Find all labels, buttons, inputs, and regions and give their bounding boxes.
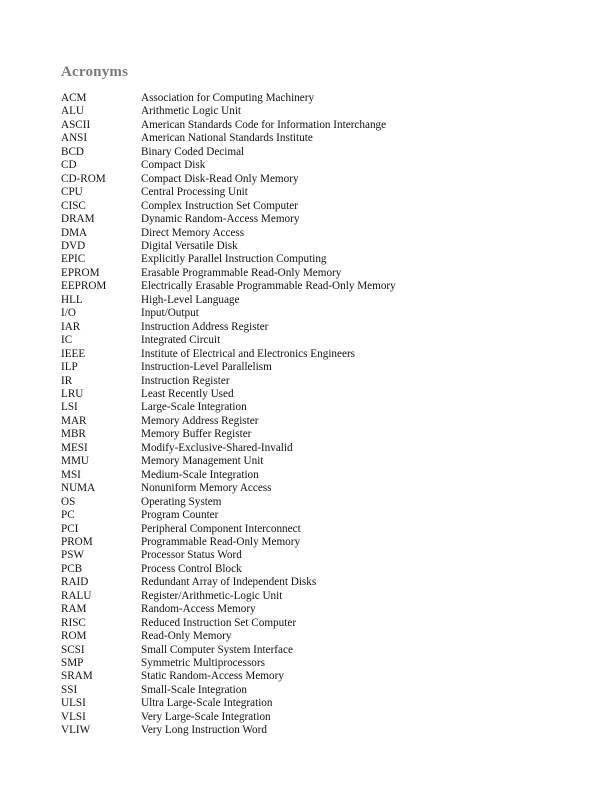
acronym-term: ALU — [61, 105, 84, 118]
list-item — [61, 697, 581, 710]
acronym-definition: Small-Scale Integration — [141, 683, 247, 696]
list-item — [61, 321, 581, 334]
acronym-definition: Association for Computing Machinery — [141, 92, 315, 104]
acronym-definition: Small Computer System Interface — [141, 643, 293, 656]
page-title: Acronyms — [61, 64, 129, 80]
acronym-definition: Very Large-Scale Integration — [141, 710, 271, 723]
acronym-definition: Symmetric Multiprocessors — [141, 657, 265, 670]
list-item — [61, 657, 581, 670]
list-item — [61, 132, 581, 145]
acronym-term: MESI — [61, 441, 88, 454]
acronym-term: LSI — [61, 401, 78, 414]
acronym-term: RAID — [61, 576, 89, 589]
list-item — [61, 267, 581, 280]
acronym-definition: American National Standards Institute — [141, 132, 313, 145]
list-item — [61, 415, 581, 428]
list-item — [61, 307, 581, 320]
acronym-term: VLIW — [61, 724, 91, 737]
acronym-term: I/O — [61, 307, 76, 320]
acronym-definition: Instruction Address Register — [141, 320, 269, 333]
acronym-definition: Complex Instruction Set Computer — [141, 199, 298, 212]
acronym-definition: Large-Scale Integration — [141, 401, 247, 414]
list-item — [61, 213, 581, 226]
list-item — [61, 482, 581, 495]
list-item — [61, 105, 581, 118]
acronym-term: EPROM — [61, 266, 100, 279]
acronym-definition: Reduced Instruction Set Computer — [141, 616, 297, 629]
acronym-definition: Binary Coded Decimal — [141, 145, 245, 158]
list-item — [61, 159, 581, 172]
acronym-term: RALU — [61, 589, 92, 602]
list-item — [61, 375, 581, 388]
acronym-definition: Programmable Read-Only Memory — [141, 535, 301, 548]
list-item — [61, 442, 581, 455]
acronym-definition: Electrically Erasable Programmable Read-Only Memory — [141, 280, 396, 293]
acronym-term: SMP — [61, 657, 84, 670]
acronym-definition: Dynamic Random-Access Memory — [141, 213, 300, 226]
acronym-term: PROM — [61, 535, 93, 548]
acronym-term: RAM — [61, 603, 87, 616]
acronym-term: MAR — [61, 414, 87, 427]
acronym-definition: Memory Management Unit — [141, 455, 264, 468]
list-item — [61, 469, 581, 482]
list-item — [61, 119, 581, 132]
list-item — [61, 240, 581, 253]
acronym-term: MBR — [61, 428, 86, 441]
acronym-term: ROM — [61, 630, 87, 643]
acronym-term: OS — [61, 495, 76, 508]
acronym-definition: Processor Status Word — [141, 549, 242, 562]
acronym-definition: Least Recently Used — [141, 387, 234, 400]
list-item — [61, 294, 581, 307]
list-item — [61, 536, 581, 549]
list-item — [61, 523, 581, 536]
acronym-definition: Program Counter — [141, 509, 219, 522]
list-item — [61, 644, 581, 657]
acronym-term: SCSI — [61, 643, 85, 656]
acronym-term: IC — [61, 334, 73, 347]
acronym-definition: Process Control Block — [141, 562, 242, 575]
acronym-term: DMA — [61, 226, 88, 239]
acronym-term: ULSI — [61, 697, 86, 710]
acronym-definition: Integrated Circuit — [141, 334, 221, 347]
acronym-term: PSW — [61, 549, 85, 562]
acronym-term: PC — [61, 509, 75, 522]
list-item — [61, 630, 581, 643]
acronym-term: IEEE — [61, 347, 86, 360]
acronym-definition: Ultra Large-Scale Integration — [141, 697, 273, 710]
acronym-term: PCB — [61, 562, 83, 575]
acronym-term: IAR — [61, 320, 81, 333]
acronym-term: MSI — [61, 468, 81, 481]
list-item — [61, 603, 581, 616]
list-item — [61, 146, 581, 159]
acronym-definition: Operating System — [141, 495, 222, 508]
acronym-term: BCD — [61, 145, 85, 158]
acronym-term: NUMA — [61, 482, 96, 495]
acronym-definition: High-Level Language — [141, 293, 240, 306]
list-item — [61, 509, 581, 522]
acronym-term: HLL — [61, 293, 83, 306]
acronym-term: EPIC — [61, 253, 86, 266]
acronym-term: RISC — [61, 616, 86, 629]
acronym-term: CPU — [61, 186, 83, 199]
list-item — [61, 563, 581, 576]
acronym-definition: Static Random-Access Memory — [141, 670, 284, 683]
list-item — [61, 549, 581, 562]
acronym-term: MMU — [61, 455, 89, 468]
acronym-term: ANSI — [61, 132, 88, 145]
acronym-definition: Erasable Programmable Read-Only Memory — [141, 266, 342, 279]
acronym-definition: Central Processing Unit — [141, 186, 248, 199]
acronym-term: SSI — [61, 683, 78, 696]
acronym-definition: Modify-Exclusive-Shared-Invalid — [141, 441, 293, 454]
list-item — [61, 186, 581, 199]
acronym-definition: American Standards Code for Information Interchange — [141, 118, 387, 131]
acronym-definition: Nonuniform Memory Access — [141, 482, 272, 495]
acronym-term: PCI — [61, 522, 79, 535]
acronym-definition: Random-Access Memory — [141, 603, 256, 616]
acronym-definition: Memory Buffer Register — [141, 428, 252, 441]
acronym-definition: Compact Disk — [141, 159, 206, 172]
acronym-definition: Read-Only Memory — [141, 630, 232, 643]
acronym-definition: Digital Versatile Disk — [141, 239, 238, 252]
list-item — [61, 724, 581, 737]
acronym-definition: Medium-Scale Integration — [141, 468, 259, 481]
acronym-term: EEPROM — [61, 280, 107, 293]
acronym-definition: Peripheral Component Interconnect — [141, 522, 301, 535]
list-item — [61, 590, 581, 603]
list-item — [61, 496, 581, 509]
list-item — [61, 92, 581, 105]
list-item — [61, 280, 581, 293]
acronym-definition: Input/Output — [141, 307, 199, 320]
acronym-definition: Direct Memory Access — [141, 226, 245, 239]
list-item — [61, 576, 581, 589]
list-item — [61, 227, 581, 240]
acronym-definition: Redundant Array of Independent Disks — [141, 576, 317, 589]
list-item — [61, 348, 581, 361]
acronym-term: CD — [61, 159, 77, 172]
list-item — [61, 711, 581, 724]
list-item — [61, 617, 581, 630]
acronym-definition: Instruction Register — [141, 374, 230, 387]
list-item — [61, 428, 581, 441]
acronym-list — [61, 92, 581, 738]
acronym-term: ACM — [61, 92, 87, 104]
list-item — [61, 334, 581, 347]
list-item — [61, 361, 581, 374]
acronym-term: DRAM — [61, 213, 95, 226]
acronym-term: IR — [61, 374, 73, 387]
list-item — [61, 173, 581, 186]
acronym-term: CD-ROM — [61, 172, 106, 185]
acronym-term: LRU — [61, 387, 84, 400]
list-item — [61, 200, 581, 213]
list-item — [61, 670, 581, 683]
acronym-definition: Compact Disk-Read Only Memory — [141, 172, 299, 185]
acronym-term: ASCII — [61, 118, 91, 131]
list-item — [61, 455, 581, 468]
acronym-definition: Arithmetic Logic Unit — [141, 105, 242, 118]
acronym-term: ILP — [61, 361, 78, 374]
list-item — [61, 388, 581, 401]
acronym-term: VLSI — [61, 710, 86, 723]
acronym-definition: Register/Arithmetic-Logic Unit — [141, 589, 283, 602]
list-item — [61, 253, 581, 266]
acronym-definition: Memory Address Register — [141, 414, 259, 427]
acronym-term: SRAM — [61, 670, 93, 683]
acronym-definition: Very Long Instruction Word — [141, 724, 267, 737]
acronym-definition: Instruction-Level Parallelism — [141, 361, 272, 374]
acronym-term: DVD — [61, 239, 86, 252]
list-item — [61, 684, 581, 697]
acronym-term: CISC — [61, 199, 86, 212]
acronym-definition: Explicitly Parallel Instruction Computing — [141, 253, 327, 266]
acronym-definition: Institute of Electrical and Electronics Engineers — [141, 347, 356, 360]
list-item — [61, 401, 581, 414]
